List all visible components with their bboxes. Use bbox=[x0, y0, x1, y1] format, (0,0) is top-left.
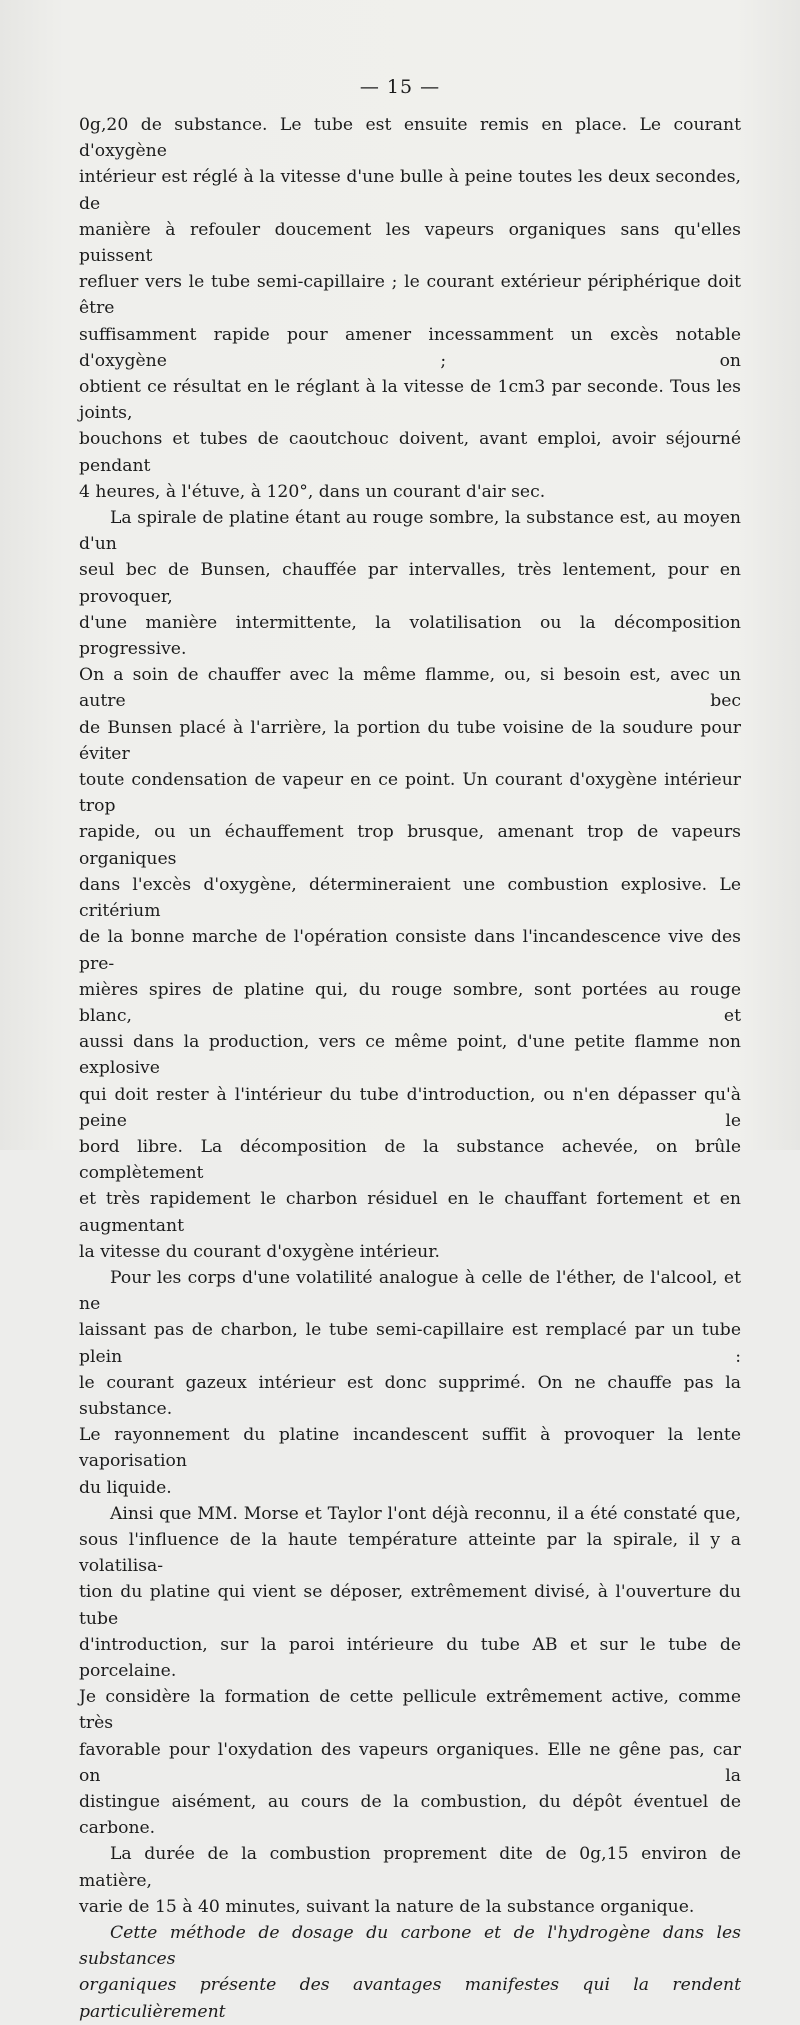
body-text bbox=[79, 112, 741, 2025]
text-line: de la bonne marche de l'opération consiste dans l'incandescence vive des pre- bbox=[79, 927, 741, 974]
text-line: obtient ce résultat en le réglant à la vitesse de 1cm3 par seconde. Tous les joints, bbox=[79, 377, 741, 424]
text-line: Ainsi que MM. Morse et Taylor l'ont déjà reconnu, il a été constaté que, bbox=[110, 1503, 741, 1524]
text-line: toute condensation de vapeur en ce point. Un courant d'oxygène intérieur trop bbox=[79, 770, 741, 817]
text-line: laissant pas de charbon, le tube semi-capillaire est remplacé par un tube plein : bbox=[79, 1320, 741, 1367]
text-line: suffisamment rapide pour amener incessamment un excès notable d'oxygène ; on bbox=[79, 324, 741, 371]
paragraph-4 bbox=[79, 1501, 741, 1842]
text-line: du liquide. bbox=[79, 1477, 172, 1498]
text-line: La durée de la combustion proprement dite de 0g,15 environ de matière, bbox=[79, 1844, 741, 1891]
text-line: bord libre. La décomposition de la substance achevée, on brûle complètement bbox=[79, 1136, 741, 1184]
text-line: sous l'influence de la haute température atteinte par la spirale, il y a volatilisa- bbox=[79, 1529, 741, 1577]
text-line: organiques présente des avantages manifestes qui la rendent particulièrement bbox=[79, 1975, 741, 2022]
text-line: et très rapidement le charbon résiduel en le chauffant fortement et en augmentant bbox=[79, 1189, 741, 1236]
text-line: 0g,20 de substance. Le tube est ensuite remis en place. Le courant d'oxygène bbox=[79, 115, 741, 162]
text-line: seul bec de Bunsen, chauffée par intervalles, très lentement, pour en provoquer, bbox=[79, 560, 741, 607]
paragraph-3 bbox=[79, 1265, 741, 1501]
paragraph-5 bbox=[79, 1841, 741, 1920]
text-line: Cette méthode de dosage du carbone et de l'hydrogène dans les substances bbox=[79, 1923, 741, 1970]
text-line: distingue aisément, au cours de la combustion, du dépôt éventuel de carbone. bbox=[79, 1792, 741, 1839]
page-number: — 15 — bbox=[359, 76, 441, 98]
text-line: mières spires de platine qui, du rouge sombre, sont portées au rouge blanc, et bbox=[79, 979, 741, 1026]
text-line: la vitesse du courant d'oxygène intérieur. bbox=[79, 1241, 440, 1262]
paragraph-6 bbox=[79, 1920, 741, 2025]
text-line: refluer vers le tube semi-capillaire ; le courant extérieur périphérique doit être bbox=[79, 272, 741, 319]
text-line: intérieur est réglé à la vitesse d'une bulle à peine toutes les deux secondes, de bbox=[79, 167, 741, 214]
text-line: Pour les corps d'une volatilité analogue à celle de l'éther, de l'alcool, et ne bbox=[79, 1267, 741, 1315]
text-line: le courant gazeux intérieur est donc supprimé. On ne chauffe pas la substance. bbox=[79, 1372, 741, 1419]
text-line: tion du platine qui vient se déposer, extrêmement divisé, à l'ouverture du tube bbox=[79, 1582, 741, 1629]
paragraph-2 bbox=[79, 505, 741, 1265]
text-line: La spirale de platine étant au rouge sombre, la substance est, au moyen d'un bbox=[79, 508, 741, 555]
paragraph-1 bbox=[79, 112, 741, 505]
text-line: varie de 15 à 40 minutes, suivant la nature de la substance organique. bbox=[79, 1896, 695, 1917]
text-line: On a soin de chauffer avec la même flamme, ou, si besoin est, avec un autre bec bbox=[79, 665, 741, 712]
text-line: d'une manière intermittente, la volatilisation ou la décomposition progressive. bbox=[79, 612, 741, 660]
text-line: qui doit rester à l'intérieur du tube d'introduction, ou n'en dépasser qu'à peine le bbox=[79, 1084, 741, 1131]
text-line: Le rayonnement du platine incandescent suffit à provoquer la lente vaporisation bbox=[79, 1425, 741, 1472]
text-line: de Bunsen placé à l'arrière, la portion du tube voisine de la soudure pour éviter bbox=[79, 717, 741, 764]
text-line: aussi dans la production, vers ce même point, d'une petite flamme non explosive bbox=[79, 1032, 741, 1079]
text-line: rapide, ou un échauffement trop brusque, amenant trop de vapeurs organiques bbox=[79, 822, 741, 869]
text-line: favorable pour l'oxydation des vapeurs organiques. Elle ne gêne pas, car on la bbox=[79, 1739, 741, 1786]
text-line: manière à refouler doucement les vapeurs organiques sans qu'elles puissent bbox=[79, 219, 741, 267]
text-line: bouchons et tubes de caoutchouc doivent, avant emploi, avoir séjourné pendant bbox=[79, 429, 741, 476]
text-line: dans l'excès d'oxygène, détermineraient une combustion explosive. Le critérium bbox=[79, 874, 741, 922]
text-line: 4 heures, à l'étuve, à 120°, dans un courant d'air sec. bbox=[79, 481, 546, 502]
text-line: Je considère la formation de cette pellicule extrêmement active, comme très bbox=[79, 1687, 741, 1734]
text-line: d'introduction, sur la paroi intérieure du tube AB et sur le tube de porcelaine. bbox=[79, 1634, 741, 1681]
